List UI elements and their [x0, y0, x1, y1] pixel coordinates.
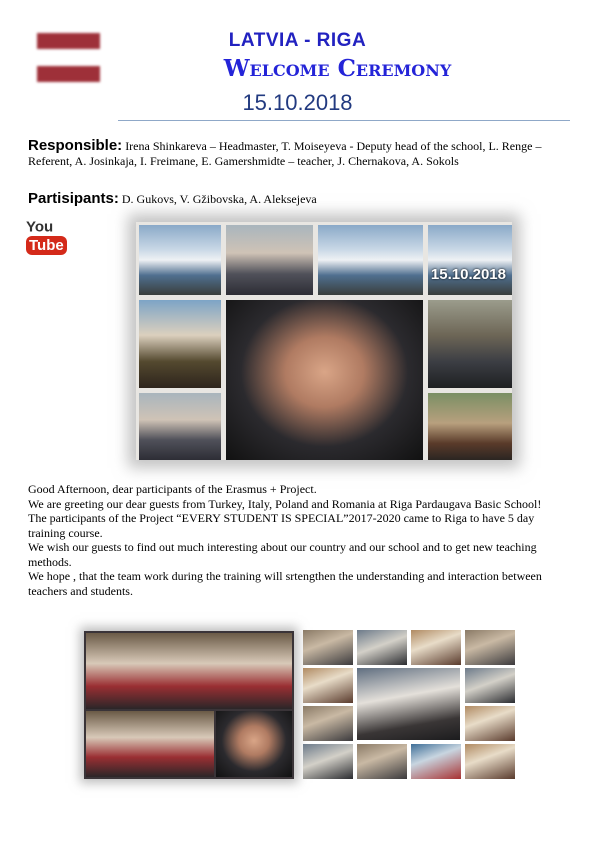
welcome-paragraph: We hope , that the team work during the training will srtengthen the understanding and interaction between teachers and students.	[28, 569, 542, 598]
ceremony-photo-collage	[84, 631, 294, 779]
photo-tile	[465, 706, 515, 741]
welcome-paragraph: The participants of the Project “EVERY STUDENT IS SPECIAL”2017-2020 came to Riga to have 5 day training course.	[28, 511, 535, 540]
photo-tile	[411, 630, 461, 665]
participants-text: D. Gukovs, V. Gžibovska, A. Aleksejeva	[121, 192, 317, 206]
responsible-section	[28, 138, 568, 169]
photo-guests-4	[428, 393, 512, 460]
photo-tile	[411, 744, 461, 779]
responsible-text: Irena Shinkareva – Headmaster, T. Moiseyeva - Deputy head of the school, L. Renge – Referent, A. Josinkaja, I. Freimane, E. Gamershmidte – teacher, J. Chernakova, A. Sokols	[28, 139, 542, 168]
welcome-paragraph: We are greeting our dear guests from Turkey, Italy, Poland and Romania at Riga Pardaugava Basic School!	[28, 496, 542, 511]
photo-tile	[303, 630, 353, 665]
welcome-message	[28, 482, 573, 598]
photo-tile-large	[357, 668, 460, 740]
photo-bus-2	[318, 225, 423, 295]
photo-guests-2	[428, 300, 512, 388]
photo-tile	[303, 706, 353, 741]
photo-bus-1	[139, 225, 221, 295]
photo-tile	[465, 744, 515, 779]
photo-group-1	[226, 225, 313, 295]
photo-tile	[465, 668, 515, 703]
welcome-paragraph: We wish our guests to find out much interesting about our country and our school and to get new teaching methods.	[28, 540, 537, 569]
photo-tile	[465, 630, 515, 665]
photo-ceremony-1	[86, 633, 292, 709]
page-title-event: Welcome Ceremony	[223, 55, 452, 82]
responsible-label: Responsible:	[28, 137, 123, 154]
youtube-logo[interactable]	[26, 218, 86, 254]
photo-ceremony-3	[216, 711, 292, 777]
photo-ceremony-2	[86, 711, 214, 777]
photo-guests-1	[139, 300, 221, 388]
participants-label: Partisipants:	[28, 190, 119, 207]
photo-guests-main	[226, 300, 423, 460]
photo-date-stamp: 15.10.2018	[430, 266, 506, 283]
welcome-photo-collage	[136, 222, 512, 460]
youtube-you: You	[26, 218, 54, 236]
photo-guests-3	[139, 393, 221, 460]
youtube-tube: Tube	[26, 236, 67, 255]
photo-tile	[357, 744, 407, 779]
page-title-location: LATVIA - RIGA	[228, 30, 367, 51]
participants-section	[28, 190, 568, 207]
photo-tile	[303, 668, 353, 703]
photo-tile	[357, 630, 407, 665]
photo-tile	[303, 744, 353, 779]
page-date: 15.10.2018	[242, 90, 353, 115]
welcome-paragraph: Good Afternoon, dear participants of the Erasmus + Project.	[28, 482, 317, 496]
photo-bus-dated	[428, 225, 512, 295]
activities-photo-collage	[303, 630, 518, 787]
header-divider	[118, 120, 570, 121]
